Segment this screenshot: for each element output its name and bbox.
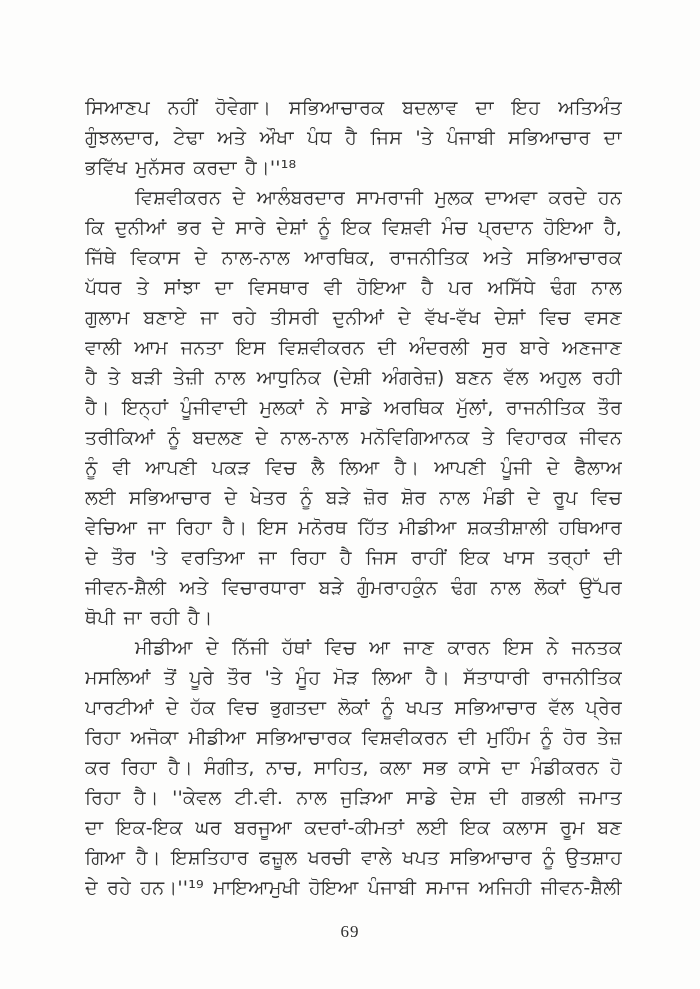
text-line: ਮਸਲਿਆਂ ਤੋਂ ਪੂਰੇ ਤੌਰ 'ਤੇ ਮੂੰਹ ਮੋੜ ਲਿਆ ਹੈ। ਸੱਤਾਧਾਰੀ ਰਾਜਨੀਤਿਕ	[85, 667, 622, 689]
text-line: ਜੀਵਨ-ਸ਼ੈਲੀ ਅਤੇ ਵਿਚਾਰਧਾਰਾ ਬੜੇ ਗੁੰਮਰਾਹਕੁੰਨ ਢੰਗ ਨਾਲ ਲੋਕਾਂ ਉੱਪਰ	[85, 577, 622, 599]
text-line: ਕਿ ਦੁਨੀਆਂ ਭਰ ਦੇ ਸਾਰੇ ਦੇਸ਼ਾਂ ਨੂੰ ਇਕ ਵਿਸ਼ਵੀ ਮੰਚ ਪ੍ਰਦਾਨ ਹੋਇਆ ਹੈ,	[85, 217, 622, 239]
text-line: ਜਿੱਥੇ ਵਿਕਾਸ ਦੇ ਨਾਲ-ਨਾਲ ਆਰਥਿਕ, ਰਾਜਨੀਤਿਕ ਅਤੇ ਸਭਿਆਚਾਰਕ	[85, 247, 622, 269]
text-line: ਗੁੰਝਲਦਾਰ, ਟੇਢਾ ਅਤੇ ਔਖਾ ਪੰਧ ਹੈ ਜਿਸ 'ਤੇ ਪੰਜਾਬੀ ਸਭਿਆਚਾਰ ਦਾ	[85, 127, 622, 149]
text-line: ਹੈ ਤੇ ਬੜੀ ਤੇਜ਼ੀ ਨਾਲ ਆਧੁਨਿਕ (ਦੇਸ਼ੀ ਅੰਗਰੇਜ਼) ਬਣਨ ਵੱਲ ਅਹੁਲ ਰਹੀ	[85, 367, 622, 389]
text-line: ਲਈ ਸਭਿਆਚਾਰ ਦੇ ਖੇਤਰ ਨੂੰ ਬੜੇ ਜ਼ੋਰ ਸ਼ੋਰ ਨਾਲ ਮੰਡੀ ਦੇ ਰੂਪ ਵਿਚ	[85, 487, 622, 509]
text-line: ਪੱਧਰ ਤੇ ਸਾਂਝਾ ਦਾ ਵਿਸਥਾਰ ਵੀ ਹੋਇਆ ਹੈ ਪਰ ਅਸਿੱਧੇ ਢੰਗ ਨਾਲ	[85, 277, 622, 299]
text-line: ਮੀਡੀਆ ਦੇ ਨਿੱਜੀ ਹੱਥਾਂ ਵਿਚ ਆ ਜਾਣ ਕਾਰਨ ਇਸ ਨੇ ਜਨਤਕ	[135, 637, 622, 659]
text-line: ਭਵਿੱਖ ਮੁਨੱਸਰ ਕਰਦਾ ਹੈ।''¹⁸	[85, 157, 297, 179]
text-line: ਦਾ ਇਕ-ਇਕ ਘਰ ਬਰਜੂਆ ਕਦਰਾਂ-ਕੀਮਤਾਂ ਲਈ ਇਕ ਕਲਾਸ ਰੂਮ ਬਣ	[85, 817, 622, 839]
text-line: ਰਿਹਾ ਅਜੋਕਾ ਮੀਡੀਆ ਸਭਿਆਚਾਰਕ ਵਿਸ਼ਵੀਕਰਨ ਦੀ ਮੁਹਿੰਮ ਨੂੰ ਹੋਰ ਤੇਜ਼	[85, 727, 622, 749]
text-line: ਵਿਸ਼ਵੀਕਰਨ ਦੇ ਆਲੰਬਰਦਾਰ ਸਾਮਰਾਜੀ ਮੁਲਕ ਦਾਅਵਾ ਕਰਦੇ ਹਨ	[135, 187, 622, 209]
text-line: ਥੋਪੀ ਜਾ ਰਹੀ ਹੈ।	[85, 607, 213, 629]
page-number: 69	[340, 922, 360, 941]
body-text	[85, 93, 622, 903]
text-line: ਰਿਹਾ ਹੈ। ''ਕੇਵਲ ਟੀ.ਵੀ. ਨਾਲ ਜੁੜਿਆ ਸਾਡੇ ਦੇਸ਼ ਦੀ ਗਭਲੀ ਜਮਾਤ	[85, 787, 622, 809]
paragraph-2	[85, 183, 622, 633]
text-line: ਵੇਚਿਆ ਜਾ ਰਿਹਾ ਹੈ। ਇਸ ਮਨੋਰਥ ਹਿੱਤ ਮੀਡੀਆ ਸ਼ਕਤੀਸ਼ਾਲੀ ਹਥਿਆਰ	[85, 517, 622, 539]
paragraph-3	[85, 633, 622, 903]
text-line: ਕਰ ਰਿਹਾ ਹੈ। ਸੰਗੀਤ, ਨਾਚ, ਸਾਹਿਤ, ਕਲਾ ਸਭ ਕਾਸੇ ਦਾ ਮੰਡੀਕਰਨ ਹੋ	[85, 757, 622, 779]
text-line: ਦੇ ਰਹੇ ਹਨ।''¹⁹ ਮਾਇਆਮੁਖੀ ਹੋਇਆ ਪੰਜਾਬੀ ਸਮਾਜ ਅਜਿਹੀ ਜੀਵਨ-ਸ਼ੈਲੀ	[85, 877, 622, 899]
text-line: ਵਾਲੀ ਆਮ ਜਨਤਾ ਇਸ ਵਿਸ਼ਵੀਕਰਨ ਦੀ ਅੰਦਰਲੀ ਸੁਰ ਬਾਰੇ ਅਣਜਾਣ	[85, 337, 622, 359]
text-line: ਗਿਆ ਹੈ। ਇਸ਼ਤਿਹਾਰ ਫਜ਼ੂਲ ਖਰਚੀ ਵਾਲੇ ਖਪਤ ਸਭਿਆਚਾਰ ਨੂੰ ਉਤਸ਼ਾਹ	[85, 847, 622, 869]
text-line: ਨੂੰ ਵੀ ਆਪਣੀ ਪਕੜ ਵਿਚ ਲੈ ਲਿਆ ਹੈ। ਆਪਣੀ ਪੂੰਜੀ ਦੇ ਫੈਲਾਅ	[85, 457, 622, 479]
text-line: ਦੇ ਤੌਰ 'ਤੇ ਵਰਤਿਆ ਜਾ ਰਿਹਾ ਹੈ ਜਿਸ ਰਾਹੀਂ ਇਕ ਖਾਸ ਤਰ੍ਹਾਂ ਦੀ	[85, 547, 622, 569]
text-line: ਤਰੀਕਿਆਂ ਨੂੰ ਬਦਲਣ ਦੇ ਨਾਲ-ਨਾਲ ਮਨੋਵਿਗਿਆਨਕ ਤੇ ਵਿਹਾਰਕ ਜੀਵਨ	[85, 427, 622, 449]
text-line: ਹੈ। ਇਨ੍ਹਾਂ ਪੂੰਜੀਵਾਦੀ ਮੁਲਕਾਂ ਨੇ ਸਾਡੇ ਅਰਥਿਕ ਮੁੱਲਾਂ, ਰਾਜਨੀਤਿਕ ਤੌਰ	[85, 397, 622, 419]
paragraph-1	[85, 93, 622, 183]
text-line: ਸਿਆਣਪ ਨਹੀਂ ਹੋਵੇਗਾ। ਸਭਿਆਚਾਰਕ ਬਦਲਾਵ ਦਾ ਇਹ ਅਤਿਅੰਤ	[85, 97, 622, 119]
text-line: ਪਾਰਟੀਆਂ ਦੇ ਹੱਕ ਵਿਚ ਭੁਗਤਦਾ ਲੋਕਾਂ ਨੂੰ ਖਪਤ ਸਭਿਆਚਾਰ ਵੱਲ ਪ੍ਰੇਰ	[85, 697, 622, 719]
text-line: ਗੁਲਾਮ ਬਣਾਏ ਜਾ ਰਹੇ ਤੀਸਰੀ ਦੁਨੀਆਂ ਦੇ ਵੱਖ-ਵੱਖ ਦੇਸ਼ਾਂ ਵਿਚ ਵਸਣ	[85, 307, 622, 329]
